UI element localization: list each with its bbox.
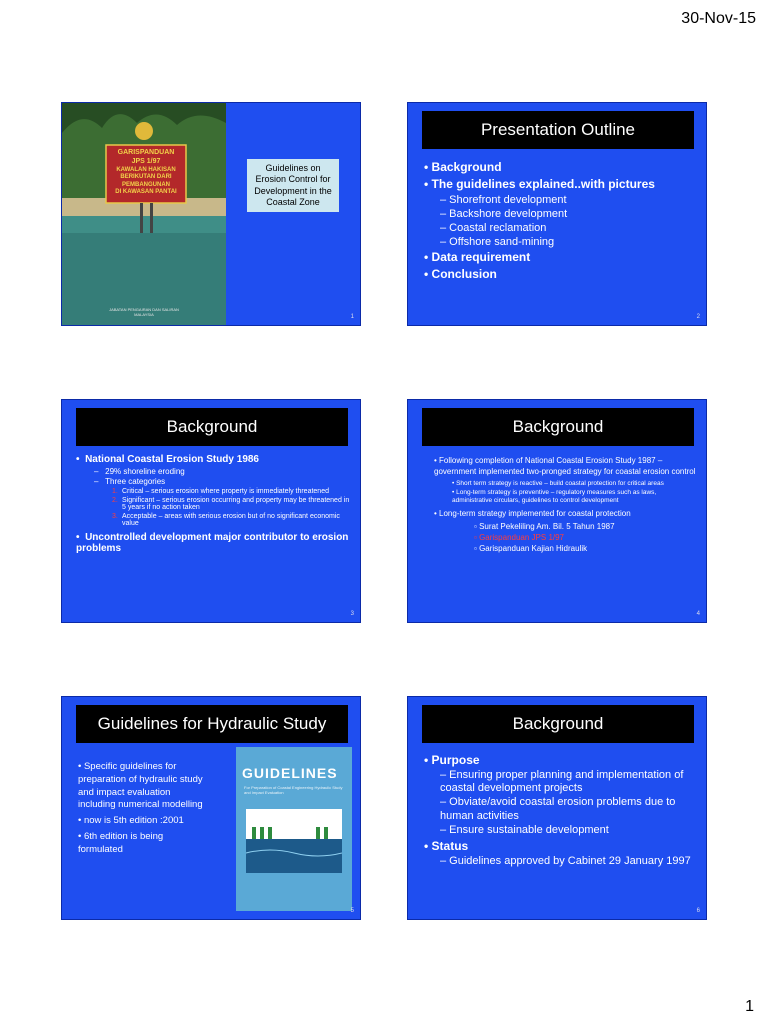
slide-title: Presentation Outline xyxy=(422,111,694,149)
bullet-heading: • Purpose xyxy=(424,753,480,767)
category-text: Critical – serious erosion where property is immediately threatened xyxy=(122,488,329,495)
cover-line: BERIKUTAN DARI xyxy=(120,174,172,180)
cover-image xyxy=(62,103,226,326)
slide-title: Background xyxy=(422,705,694,743)
bullet-text: Long-term strategy implemented for coastal protection xyxy=(439,508,631,518)
category-number: 2. xyxy=(112,497,118,504)
slide-3 xyxy=(61,399,361,623)
sub-item: ▫ Garispanduan JPS 1/97 xyxy=(474,532,565,542)
sub-item: – Three categories xyxy=(94,477,166,486)
sub-item: ▫ Surat Pekeliling Am. Bil. 5 Tahun 1987 xyxy=(474,521,615,531)
slide-number: 6 xyxy=(696,908,700,914)
slide-6 xyxy=(407,696,707,920)
sub-item: – Ensure sustainable development xyxy=(440,823,609,836)
sub-text: Short term strategy is reactive – build coastal protection for critical areas xyxy=(456,479,664,487)
outline-subitem: – Backshore development xyxy=(440,208,568,220)
cover-subtitle: For Preparation of Coastal Engineering Hydraulic Study and Impact Evaluation xyxy=(244,785,343,796)
sub-text: 29% shoreline eroding xyxy=(105,467,185,476)
guidelines-cover-image xyxy=(236,747,352,911)
slide-title: Guidelines on Erosion Control for Development in the Coastal Zone xyxy=(247,159,339,212)
bullet-item: • Specific guidelines for preparation of hydraulic study and impact evaluation including numerical modelling xyxy=(78,761,203,811)
bullet-text: Uncontrolled development major contributor to erosion problems xyxy=(76,532,349,554)
slide-5 xyxy=(61,696,361,920)
outline-subitem: – Shorefront development xyxy=(440,194,567,206)
slide-number: 3 xyxy=(350,611,354,617)
bullet-item: • 6th edition is being formulated xyxy=(78,831,164,855)
cover-publisher-name: JABATAN PENGAIRAN DAN SALIRAN xyxy=(109,307,179,312)
slide-number: 1 xyxy=(350,314,354,320)
cover-line: JPS 1/97 xyxy=(131,157,161,165)
outline-list xyxy=(424,158,700,284)
category-item xyxy=(112,497,352,511)
slide-4 xyxy=(407,399,707,623)
bullet-item: • now is 5th edition :2001 xyxy=(78,815,184,827)
category-text: Acceptable – areas with serious erosion but of no significant economic value xyxy=(122,513,340,527)
hydraulic-list xyxy=(78,761,206,860)
slide-title: Background xyxy=(422,408,694,446)
slide-number: 2 xyxy=(696,314,700,320)
sub-item: • Long-term strategy is preventive – regulatory measures such as laws, administrative circulars, guidelines to control development xyxy=(452,489,657,505)
cover-heading: GUIDELINES xyxy=(242,765,338,781)
outline-item: • Data requirement xyxy=(424,250,531,264)
cover-sign-text xyxy=(108,149,184,197)
outline-item: • Conclusion xyxy=(424,267,497,281)
bullet-text: 6th edition is being formulated xyxy=(78,831,164,855)
slide-title: Guidelines for Hydraulic Study xyxy=(76,705,348,743)
slide-title: Background xyxy=(76,408,348,446)
slide-number: 4 xyxy=(696,611,700,617)
purpose-list xyxy=(424,751,700,869)
slide-1 xyxy=(61,102,361,326)
sub-text: Three categories xyxy=(105,477,166,486)
sub-text: Garispanduan JPS 1/97 xyxy=(479,532,565,542)
category-number: 1. xyxy=(112,488,118,495)
outline-item: • The guidelines explained..with pictures xyxy=(424,177,655,191)
bullet-text: Following completion of National Coastal Erosion Study 1987 – government implemented two-pronged strategy for coastal erosion control xyxy=(434,456,696,476)
sub-text: Surat Pekeliling Am. Bil. 5 Tahun 1987 xyxy=(479,521,615,531)
header-date: 30-Nov-15 xyxy=(681,10,756,27)
category-item xyxy=(112,488,352,495)
background-list xyxy=(434,456,696,554)
slide-number: 5 xyxy=(350,908,354,914)
bullet-item: • Uncontrolled development major contributor to erosion problems xyxy=(76,532,349,554)
sub-item: ▫ Garispanduan Kajian Hidraulik xyxy=(474,543,588,553)
bullet-text: now is 5th edition :2001 xyxy=(83,815,184,827)
cover-line: GARISPANDUAN xyxy=(117,149,175,156)
sub-text: Garispanduan Kajian Hidraulik xyxy=(479,543,588,553)
bullet-item: • Following completion of National Coastal Erosion Study 1987 – government implemented two-pronged strategy for coastal erosion control xyxy=(434,456,696,476)
background-list xyxy=(76,454,352,556)
bullet-heading: • Status xyxy=(424,838,469,853)
outline-subitem: – Offshore sand-mining xyxy=(440,236,555,248)
bullet-item: • Long-term strategy implemented for coastal protection xyxy=(434,508,631,518)
sub-text: Long-term strategy is preventive – regulatory measures such as laws, administrative circulars, guidelines to control development xyxy=(452,489,657,505)
category-text: Significant – serious erosion occurring and property may be threatened in 5 years if no action taken xyxy=(122,497,350,511)
cover-line: KAWALAN HAKISAN xyxy=(116,166,176,173)
category-number: 3. xyxy=(112,513,118,520)
slide-2 xyxy=(407,102,707,326)
cover-country: MALAYSIA xyxy=(134,312,154,317)
bullet-text: Specific guidelines for preparation of hydraulic study and impact evaluation including numerical modelling xyxy=(78,761,203,811)
bullet-text: National Coastal Erosion Study 1986 xyxy=(85,454,259,465)
page-number: 1 xyxy=(745,998,754,1015)
cover-illustration xyxy=(246,809,342,873)
sub-item: – Guidelines approved by Cabinet 29 January 1997 xyxy=(440,854,691,867)
cover-line: PEMBANGUNAN xyxy=(122,181,170,188)
category-item xyxy=(112,513,352,527)
cover-line: DI KAWASAN PANTAI xyxy=(115,189,177,195)
bullet-item: • National Coastal Erosion Study 1986 xyxy=(76,454,259,465)
sub-item: • Short term strategy is reactive – build coastal protection for critical areas xyxy=(452,479,664,487)
sub-item: – Ensuring proper planning and implementation of coastal development projects xyxy=(440,769,684,795)
outline-item: • Background xyxy=(424,160,502,174)
outline-subitem: – Coastal reclamation xyxy=(440,222,547,234)
sub-item: – 29% shoreline eroding xyxy=(94,467,185,476)
sub-item: – Obviate/avoid coastal erosion problems due to human activities xyxy=(440,796,676,822)
cover-publisher xyxy=(82,307,206,317)
